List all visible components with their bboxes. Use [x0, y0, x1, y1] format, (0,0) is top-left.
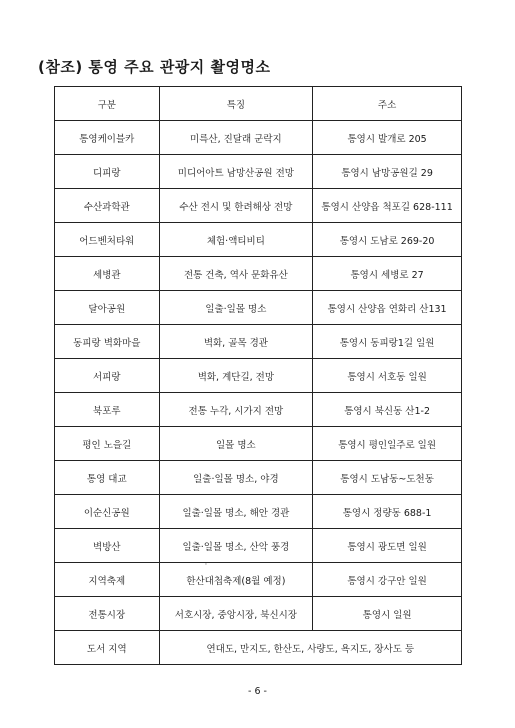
spot-name: 지역축제	[55, 563, 160, 597]
spot-feature: 벽화, 골목 경관	[159, 325, 313, 359]
page-number: - 6 -	[248, 686, 267, 697]
header-address: 주소	[313, 87, 462, 121]
spot-name: 통영케이블카	[55, 121, 160, 155]
table-row	[55, 427, 462, 461]
spot-feature: 일출·일몰 명소	[159, 291, 313, 325]
spot-name: 전통시장	[55, 597, 160, 631]
header-category: 구분	[55, 87, 160, 121]
spot-name: 도서 지역	[55, 631, 160, 665]
spot-name: 어드벤처타워	[55, 223, 160, 257]
tourist-spots-table	[54, 86, 462, 665]
table-row	[55, 189, 462, 223]
table-row	[55, 597, 462, 631]
spot-address: 통영시 광도면 일원	[313, 529, 462, 563]
spot-address: 통영시 서호동 일원	[313, 359, 462, 393]
table-row-islands	[55, 631, 462, 665]
spot-name: 서피랑	[55, 359, 160, 393]
table-row	[55, 529, 462, 563]
spot-name: 세병관	[55, 257, 160, 291]
spot-name: 북포루	[55, 393, 160, 427]
spot-feature: 일출·일몰 명소, 야경	[159, 461, 313, 495]
table-row	[55, 223, 462, 257]
spot-name: 평인 노을길	[55, 427, 160, 461]
spot-name: 이순신공원	[55, 495, 160, 529]
table-header-row	[55, 87, 462, 121]
spot-address: 통영시 정량동 688-1	[313, 495, 462, 529]
spot-feature: 한산대첩축제(8월 예정)	[159, 563, 313, 597]
header-feature: 특징	[159, 87, 313, 121]
spot-address: 통영시 강구안 일원	[313, 563, 462, 597]
spot-address: 통영시 산양읍 척포길 628-111	[313, 189, 462, 223]
spot-address: 통영시 산양읍 연화리 산131	[313, 291, 462, 325]
spot-address: 통영시 도남로 269-20	[313, 223, 462, 257]
table-row	[55, 359, 462, 393]
spot-name: 벽방산	[55, 529, 160, 563]
spot-feature: 일출·일몰 명소, 해안 경관	[159, 495, 313, 529]
spot-address: 통영시 북신동 산1-2	[313, 393, 462, 427]
spot-feature: 전통 누각, 시가지 전망	[159, 393, 313, 427]
table-row	[55, 495, 462, 529]
spot-address: 통영시 발개로 205	[313, 121, 462, 155]
islands-list: 연대도, 만지도, 한산도, 사량도, 욕지도, 장사도 등	[159, 631, 461, 665]
table-row	[55, 257, 462, 291]
spot-name: 디피랑	[55, 155, 160, 189]
spot-address: 통영시 남망공원길 29	[313, 155, 462, 189]
spot-feature: 일출·일몰 명소, 산악 풍경	[159, 529, 313, 563]
spot-address: 통영시 세병로 27	[313, 257, 462, 291]
table-row	[55, 563, 462, 597]
stray-mark: '	[205, 562, 207, 570]
spot-feature: 서호시장, 중앙시장, 북신시장	[159, 597, 313, 631]
spot-name: 통영 대교	[55, 461, 160, 495]
spot-name: 달아공원	[55, 291, 160, 325]
spot-feature: 체험·액티비티	[159, 223, 313, 257]
section-title: (참조) 통영 주요 관광지 촬영명소	[38, 58, 271, 76]
table-row	[55, 121, 462, 155]
spot-address: 통영시 동피랑1길 일원	[313, 325, 462, 359]
spot-address: 통영시 일원	[313, 597, 462, 631]
table-row	[55, 155, 462, 189]
spot-feature: 일몰 명소	[159, 427, 313, 461]
spot-name: 동피랑 벽화마을	[55, 325, 160, 359]
table-row	[55, 291, 462, 325]
spot-feature: 벽화, 계단길, 전망	[159, 359, 313, 393]
spot-feature: 미디어아트 남망산공원 전망	[159, 155, 313, 189]
spot-feature: 미륵산, 진달래 군락지	[159, 121, 313, 155]
spot-address: 통영시 도남동~도천동	[313, 461, 462, 495]
spot-feature: 전통 건축, 역사 문화유산	[159, 257, 313, 291]
table-row	[55, 461, 462, 495]
spot-address: 통영시 평인일주로 일원	[313, 427, 462, 461]
table-row	[55, 325, 462, 359]
spot-feature: 수산 전시 및 한려해상 전망	[159, 189, 313, 223]
table-row	[55, 393, 462, 427]
spot-name: 수산과학관	[55, 189, 160, 223]
